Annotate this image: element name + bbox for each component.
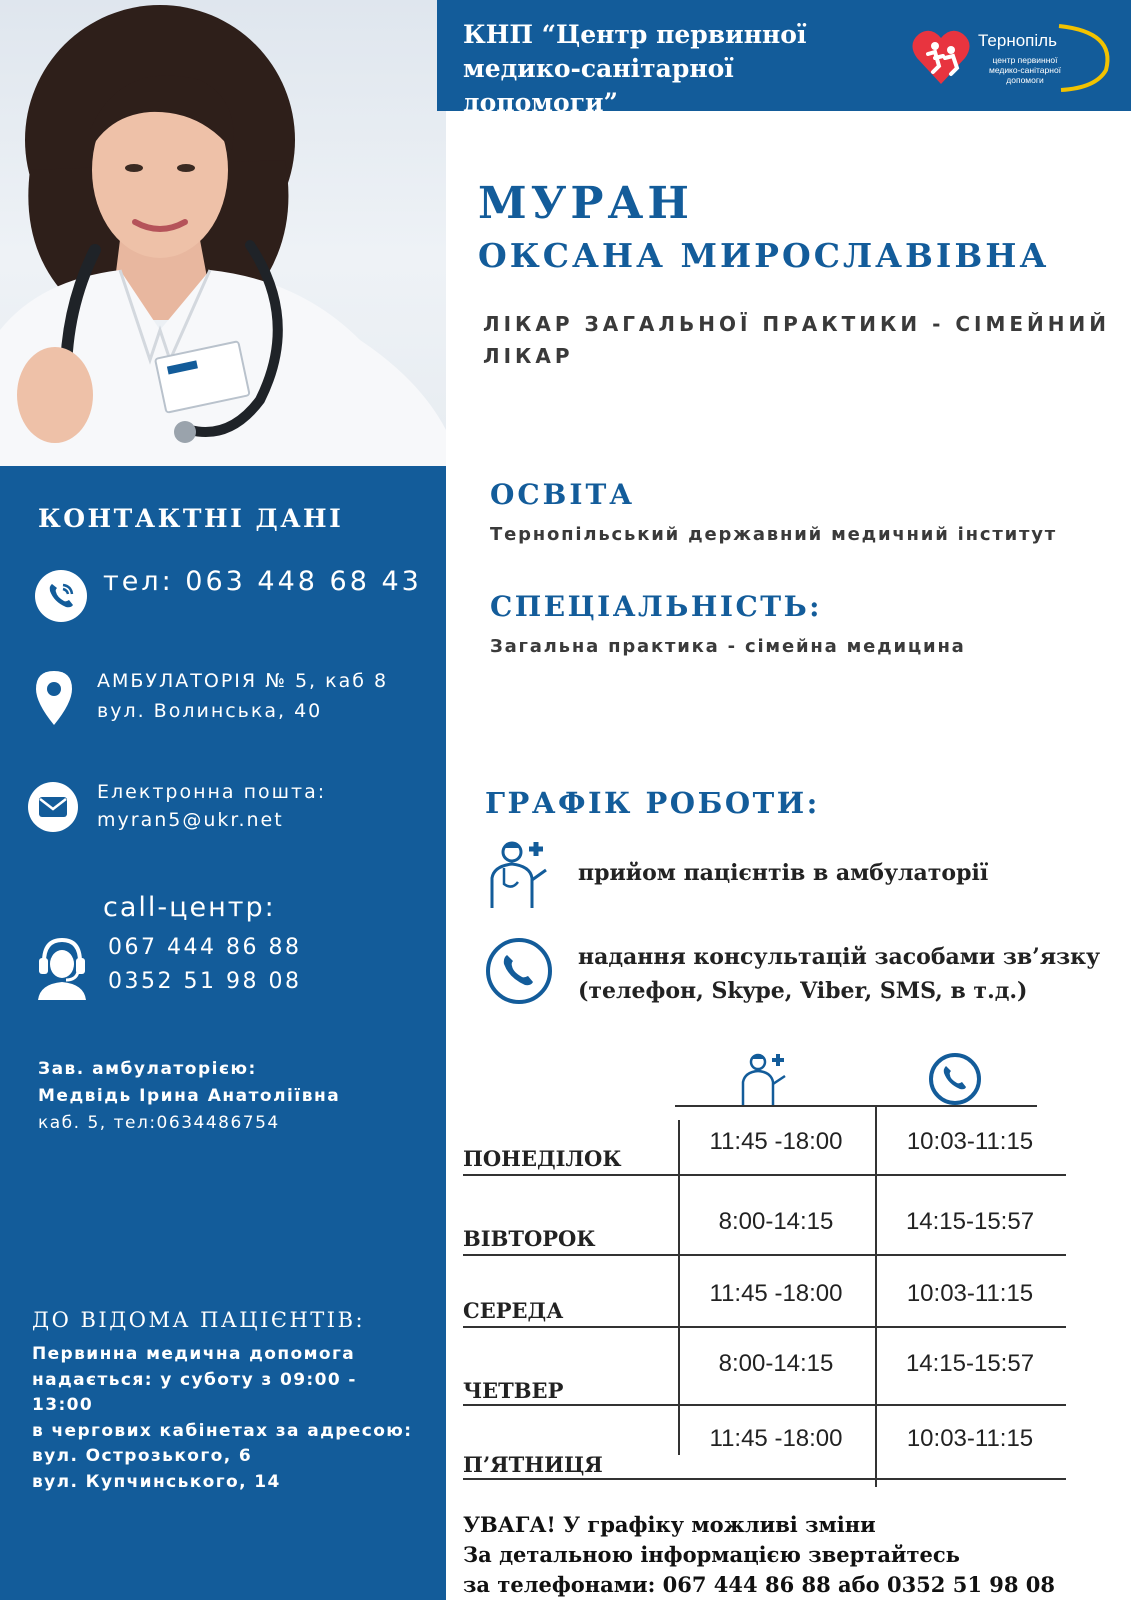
contacts-panel [0, 466, 446, 1600]
notice-line4: в чергових кабінетах за адресою: [32, 1420, 413, 1441]
logo-subtitle: центр первинної медико-санітарної допомоги [988, 55, 1062, 85]
organization-header [437, 0, 1131, 117]
clinic-head-name: Медвідь Ірина Анатоліївна [38, 1086, 341, 1106]
phone-circle-icon [484, 936, 554, 1006]
doctor-phone[interactable]: тел: 063 448 68 43 [103, 566, 422, 597]
remote-column-icon [928, 1052, 982, 1106]
schedule-clinic-hours: 8:00-14:15 [718, 1208, 834, 1235]
doctor-portrait-illustration [0, 0, 446, 466]
schedule-remote-hours: 14:15-15:57 [905, 1350, 1035, 1377]
notice-line5: вул. Острозького, 6 [32, 1446, 253, 1466]
notice-line1: Первинна медична допомога [32, 1344, 356, 1364]
schedule-row-divider [463, 1404, 1066, 1406]
schedule-day: ЧЕТВЕР [463, 1378, 564, 1403]
headset-icon [34, 936, 90, 1000]
legend-clinic: прийом пацієнтів в амбулаторії [578, 860, 989, 886]
organization-name-line2: медико-санітарної допомоги” [463, 54, 734, 117]
schedule-row-divider [463, 1254, 1066, 1256]
notice-text [32, 1342, 412, 1495]
doctor-position-line1: ЛІКАР ЗАГАЛЬНОЇ ПРАКТИКИ - СІМЕЙНИЙ [483, 312, 1110, 336]
email-block [97, 778, 326, 834]
schedule-clinic-hours: 11:45 -18:00 [709, 1425, 843, 1452]
education-title: ОСВІТА [490, 478, 636, 511]
organization-name-line1: КНП “Центр первинної [463, 20, 807, 49]
location-pin-icon [34, 671, 74, 725]
schedule-clinic-hours: 11:45 -18:00 [709, 1128, 843, 1155]
schedule-day: П’ЯТНИЦЯ [463, 1452, 603, 1477]
warning-line1: УВАГА! У графіку можливі зміни [463, 1512, 876, 1537]
schedule-day: ВІВТОРОК [463, 1226, 596, 1251]
schedule-day: ПОНЕДІЛОК [463, 1146, 622, 1171]
table-header-line [675, 1105, 1037, 1107]
logo-name: Тернопіль [978, 31, 1057, 50]
education-text: Тернопільський державний медичний інститут [490, 524, 1057, 545]
schedule-clinic-hours: 11:45 -18:00 [709, 1280, 843, 1307]
email-label: Електронна пошта: [97, 781, 327, 803]
doctor-name: ОКСАНА МИРОСЛАВІВНА [478, 236, 1050, 275]
call-center-phones [108, 931, 301, 999]
specialty-text: Загальна практика - сімейна медицина [490, 636, 966, 657]
clinic-head-contact: каб. 5, тел:0634486754 [38, 1113, 280, 1133]
doctor-position [483, 308, 1110, 372]
doctor-position-line2: ЛІКАР [483, 344, 574, 368]
clinic-column-icon [740, 1050, 794, 1106]
legend-remote-line1: надання консультацій засобами зв’язку [578, 944, 1101, 970]
schedule-remote-hours: 10:03-11:15 [906, 1425, 1034, 1452]
specialty-title: СПЕЦІАЛЬНІСТЬ: [490, 590, 823, 623]
warning-block [463, 1510, 1055, 1600]
schedule-clinic-hours: 8:00-14:15 [718, 1350, 834, 1377]
clinic-head-block [38, 1056, 340, 1137]
notice-line3: 13:00 [32, 1395, 94, 1415]
schedule-row-divider [463, 1326, 1066, 1328]
notice-line2: надається: у суботу з 09:00 - [32, 1369, 357, 1390]
schedule-row-divider [463, 1174, 1066, 1176]
organization-logo [911, 22, 1123, 94]
call-center-phone-1[interactable]: 067 444 86 88 [108, 935, 302, 960]
schedule-row-divider [463, 1478, 1066, 1480]
phone-icon [35, 570, 87, 622]
doctor-photo [0, 0, 446, 466]
address-line2: вул. Волинська, 40 [97, 700, 323, 722]
organization-name [463, 18, 893, 120]
legend-remote [578, 940, 1100, 1008]
address-line1: АМБУЛАТОРІЯ № 5, каб 8 [97, 670, 389, 692]
contacts-title: КОНТАКТНІ ДАНІ [38, 504, 344, 533]
email-address[interactable]: myran5@ukr.net [97, 809, 284, 831]
call-center-phone-2[interactable]: 0352 51 98 08 [108, 969, 302, 994]
doctor-icon [488, 838, 554, 910]
call-center-label: call-центр: [103, 892, 276, 923]
schedule-remote-hours: 14:15-15:57 [905, 1208, 1035, 1235]
schedule-remote-hours: 10:03-11:15 [906, 1128, 1034, 1155]
legend-remote-line2: (телефон, Skype, Viber, SMS, в т.д.) [578, 978, 1028, 1004]
schedule-title: ГРАФІК РОБОТИ: [485, 786, 820, 820]
clinic-head-label: Зав. амбулаторією: [38, 1059, 257, 1079]
clinic-address [97, 666, 388, 726]
doctor-surname: МУРАН [478, 178, 693, 229]
notice-title: ДО ВІДОМА ПАЦІЄНТІВ: [32, 1308, 366, 1332]
mail-icon [28, 782, 78, 832]
schedule-remote-hours: 10:03-11:15 [906, 1280, 1034, 1307]
warning-line3: за телефонами: 067 444 86 88 або 0352 51 98 08 [463, 1572, 1056, 1597]
schedule-day: СЕРЕДА [463, 1298, 564, 1323]
notice-line6: вул. Купчинського, 14 [32, 1471, 281, 1492]
warning-line2: За детальною інформацією звертайтесь [463, 1542, 960, 1567]
